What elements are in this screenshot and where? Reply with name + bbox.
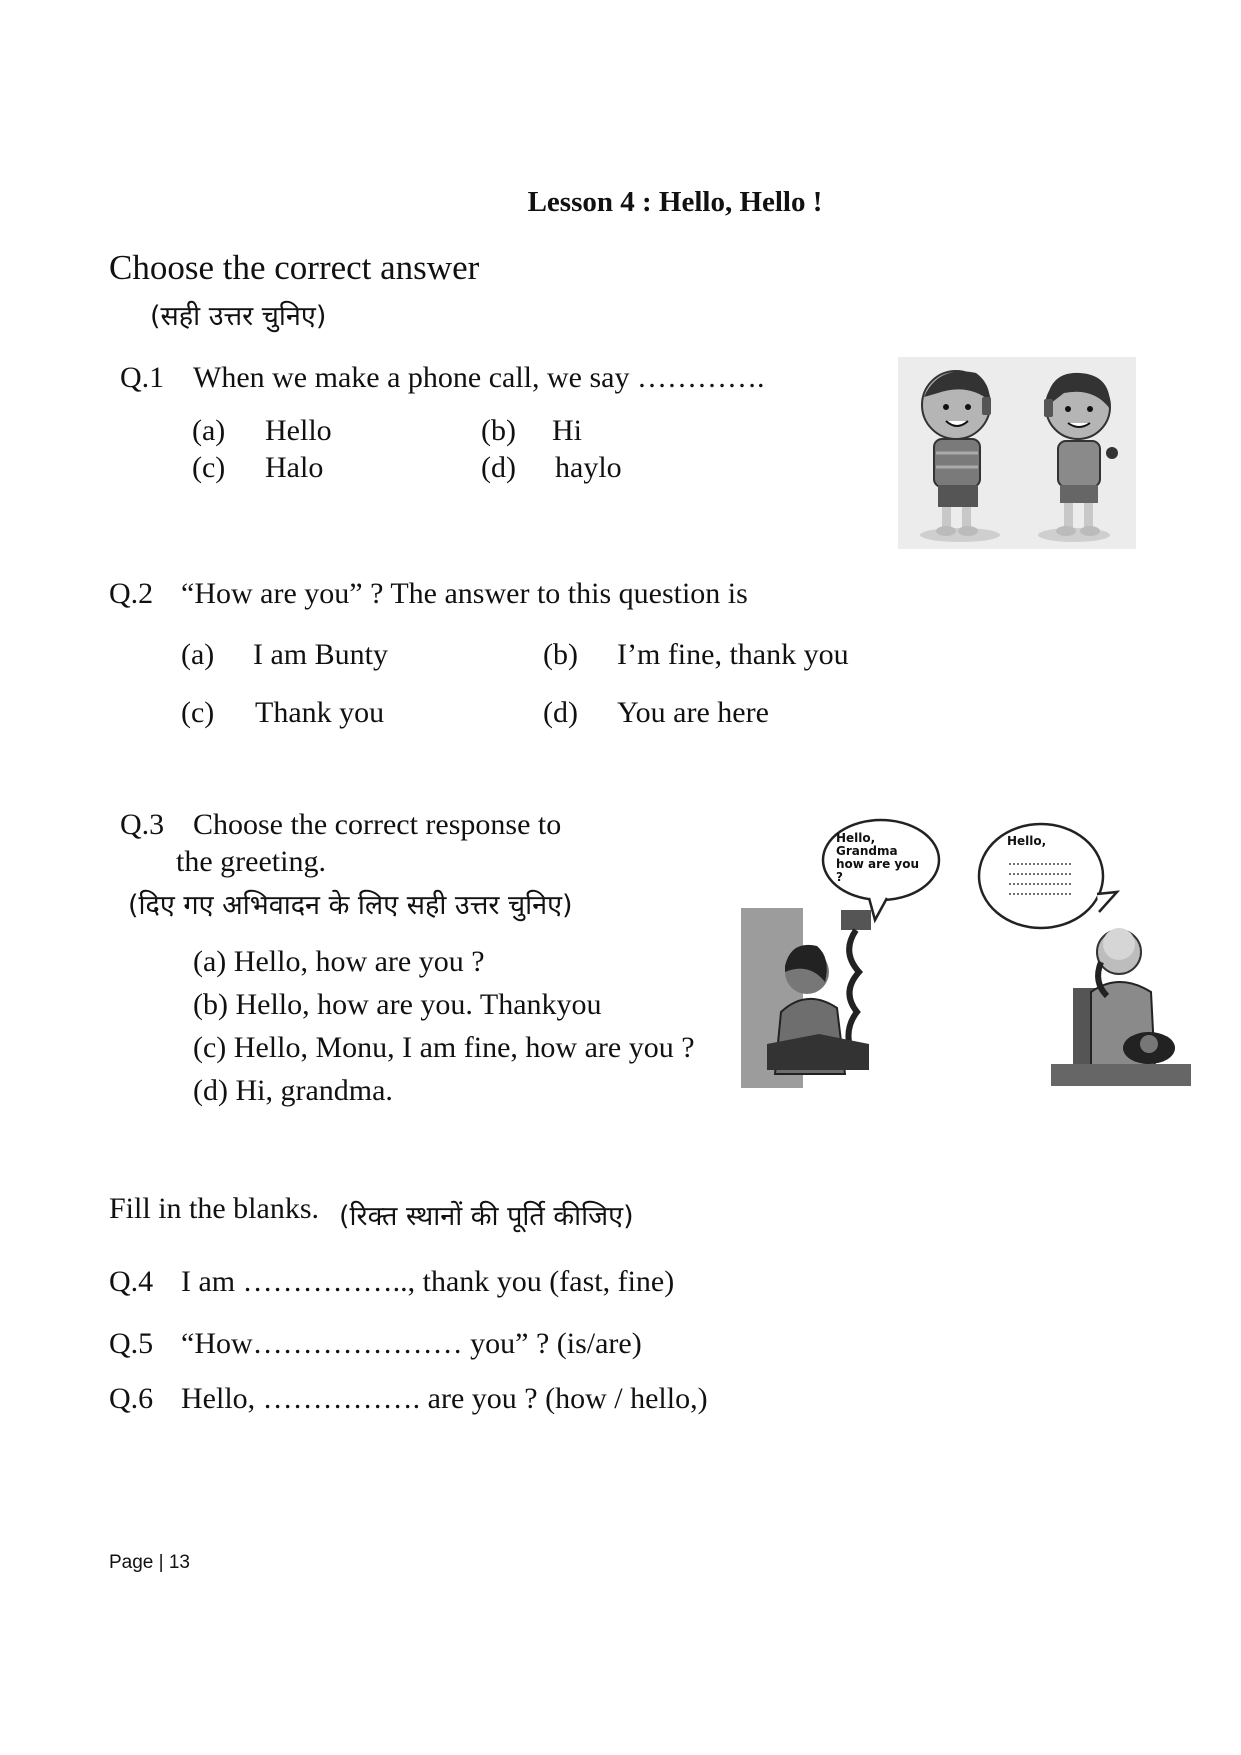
q4-text: I am …………….., thank you (fast, fine) [181,1265,675,1298]
bubble-left-text: Hello, Grandma how are you ? [836,831,919,884]
q2-option-c-text: Thank you [255,696,385,729]
grandma-call-illustration [741,812,1196,1090]
q3-option-b: (b) Hello, how are you. Thankyou [193,988,602,1021]
bubble-right-text: Hello, [1007,834,1047,848]
q3-text-hindi: (दिए गए अभिवादन के लिए सही उत्तर चुनिए) [128,890,573,921]
q3-number: Q.3 [120,808,165,841]
page-number: Page | 13 [109,1552,191,1573]
q1-text: When we make a phone call, we say …………. [193,361,765,394]
q2-option-d-letter: (d) [543,696,578,729]
q1-number: Q.1 [120,361,165,394]
q3-text-line2: the greeting. [176,845,326,878]
q1-option-a-text: Hello [265,414,332,447]
q2-option-b-letter: (b) [543,638,578,671]
q2-option-a-letter: (a) [181,638,215,671]
section-heading-fill-hindi: (रिक्त स्थानों की पूर्ति कीजिए) [339,1201,634,1232]
q1-option-c-letter: (c) [192,451,226,484]
section-heading-choose: Choose the correct answer [109,248,480,287]
q5-text: “How………………… you” ? (is/are) [181,1327,642,1360]
q1-option-d-letter: (d) [481,451,516,484]
q2-text: “How are you” ? The answer to this question is [181,577,748,610]
q2-option-a-text: I am Bunty [253,638,388,671]
q2-option-b-text: I’m fine, thank you [617,638,849,671]
q1-option-b-text: Hi [552,414,582,447]
section-heading-fill: Fill in the blanks. [109,1192,319,1225]
q1-option-b-letter: (b) [481,414,516,447]
q5-number: Q.5 [109,1327,154,1360]
q3-text-line1: Choose the correct response to [193,808,562,841]
q3-option-d: (d) Hi, grandma. [193,1074,393,1107]
q6-number: Q.6 [109,1382,154,1415]
q1-option-a-letter: (a) [192,414,226,447]
lesson-title: Lesson 4 : Hello, Hello ! [527,186,823,218]
q1-option-d-text: haylo [555,451,622,484]
q1-option-c-text: Halo [265,451,324,484]
q2-option-c-letter: (c) [181,696,215,729]
q4-number: Q.4 [109,1265,154,1298]
section-heading-choose-hindi: (सही उत्तर चुनिए) [150,301,327,332]
q3-option-a: (a) Hello, how are you ? [193,945,485,978]
children-phone-illustration [898,357,1136,549]
q3-option-c: (c) Hello, Monu, I am fine, how are you ? [193,1031,695,1064]
q2-number: Q.2 [109,577,154,610]
q6-text: Hello, ……………. are you ? (how / hello,) [181,1382,708,1415]
q2-option-d-text: You are here [617,696,769,729]
